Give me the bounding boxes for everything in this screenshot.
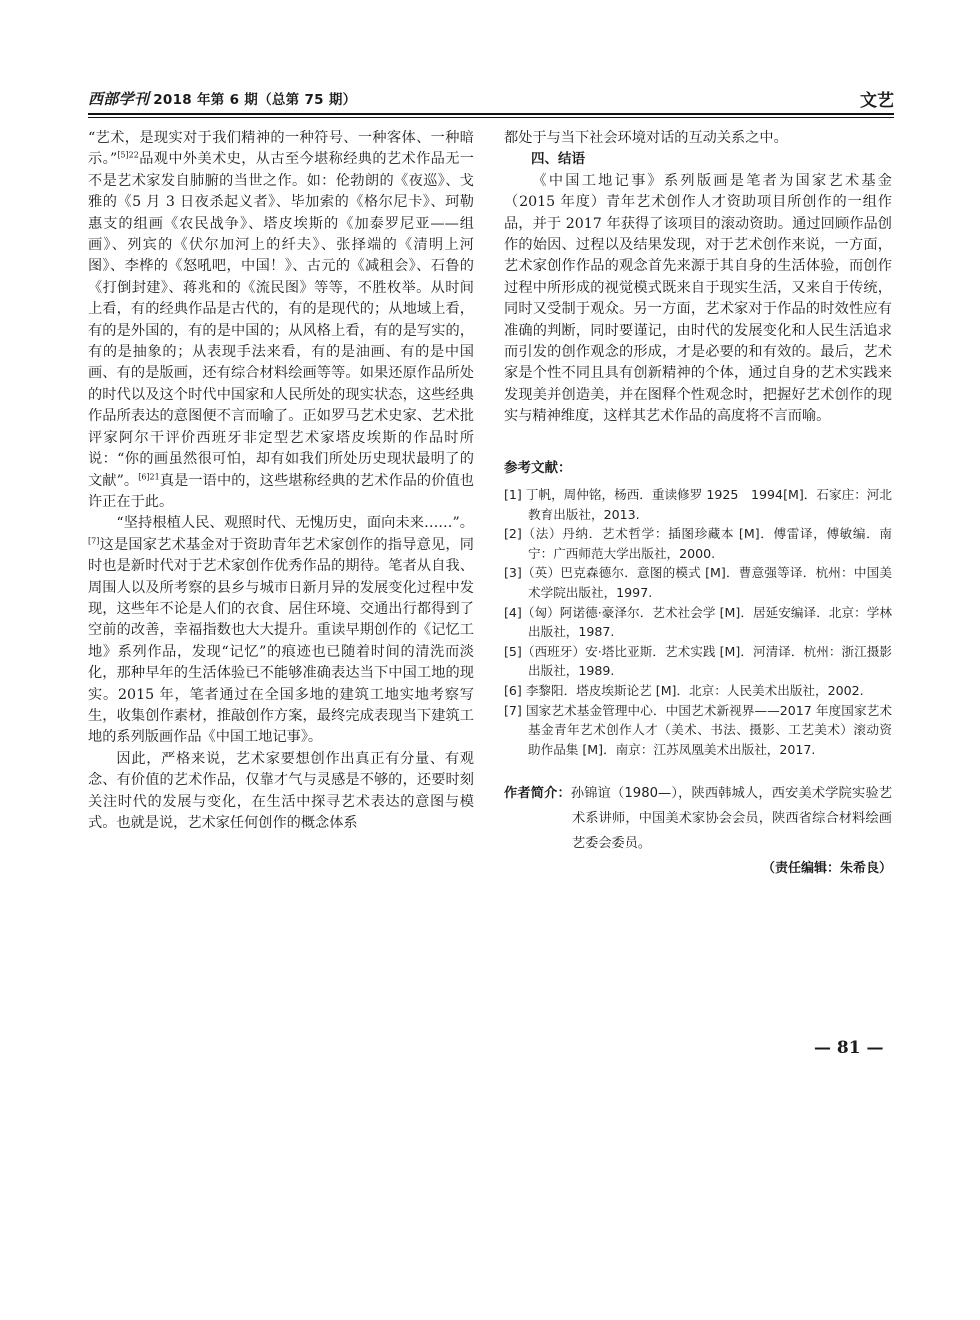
issue-info: 2018 年第 6 期（总第 75 期） [153,92,357,108]
citation-mark: [5]22 [117,150,139,160]
author-bio-label: 作者简介： [504,786,571,802]
header-rule-thick [88,113,894,115]
section-heading: 四、结语 [531,151,585,168]
paragraph-1 [88,128,474,513]
author-bio-text: 孙锦谊（1980—），陕西韩城人，西安美术学院实验艺术系讲师，中国美术家协会会员，陕西省综合材料绘画艺委会委员。 [570,786,893,852]
reference-item: [7] 国家艺术基金管理中心．中国艺术新视界——2017 年度国家艺术基金青年艺术创作人才（美术、书法、摄影、工艺美术）滚动资助作品集 [M]．南京：江苏凤凰美术出版社，2017. [504,702,892,757]
reference-item: [4]（匈）阿诺德·豪泽尔．艺术社会学 [M]．居延安编译．北京：学林出版社，1987. [504,604,892,640]
paragraph-2-text: “坚持根植人民、观照时代、无愧历史，面向未来……”。 [116,515,474,532]
responsible-editor: （责任编辑：朱希良） [761,861,892,877]
header-rule-thin [88,117,894,118]
section-label: 文艺 [860,91,894,111]
journal-name: 西部学刊 [88,90,150,108]
paragraph-continued: 都处于与当下社会环境对话的互动关系之中。 [504,130,788,146]
paragraph-2 [88,513,474,748]
paragraph-1-text: “艺术，是现实对于我们精神的一种符号、一种客体、一种暗示。” [88,130,474,168]
reference-item: [3]（英）巴克森德尔．意图的模式 [M]．曹意强等译．杭州：中国美术学院出版社，1997. [504,565,892,601]
journal-info [88,88,356,109]
page-number: — 81 — [814,1038,884,1058]
reference-item: [6] 李黎阳．塔皮埃斯论艺 [M]．北京：人民美术出版社，2002. [504,683,864,699]
paragraph-1-text-end: 真是一语中的，这些堪称经典的艺术作品的价值也许正在于此。 [88,472,474,510]
paragraph-1-text-cont: 品观中外美术史，从古至今堪称经典的艺术作品无一不是艺术家发自肺腑的当世之作。如：伦勃朗的《夜巡》、戈雅的《5 月 3 日夜杀起义者》、毕加索的《格尔尼卡》、珂勒惠支的组画《农民战争》、塔皮埃斯的《加泰罗尼亚——组画》、列宾的《伏尔加河上的纤夫》、张择端的《清明上河图》、李桦的《怒吼吧，中国！》、古元的《减租会》、石鲁的《打倒封建》、蒋兆和的《流民图》等等，不胜枚举。从时间上看，有的经典作品是古代的，有的是现代的；从地域上看，有的是外国的，有的是中国的；从风格上看，有的是写实的，有的是抽象的；从表现手法来看，有的是油画、有的是中国画、有的是版画，还有综合材料绘画等等。如果还原作品所处的时代以及这个时代中国家和人民所处的现实状态，这些经典作品所表达的意图便不言而喻了。正如罗马艺术史家、艺术批评家阿尔干评价西班牙非定型艺术家塔皮埃斯的作品时所说：“你的画虽然很可怕，却有如我们所处历史现状最明了的文献”。 [88,151,474,489]
author-bio [504,781,892,856]
reference-item: [1] 丁帆，周仲铭，杨西．重读修罗 1925 1994[M]．石家庄：河北教育出版社，2013. [504,487,892,522]
citation-mark: [7] [88,535,100,545]
right-column [504,128,892,880]
conclusion-paragraph: 《中国工地记事》系列版画是笔者为国家艺术基金（2015 年度）青年艺术创作人才资助项目所创作的一组作品，并于 2017 年获得了该项目的滚动资助。通过回顾作品创作的始因、过程以及结果发现，对于艺术创作来说，一方面，艺术家创作作品的观念首先来源于其自身的生活体验，而创作过程中所形成的视觉模式既来自于现实生活，又来自于传统，同时又受制于观众。另一方面，艺术家对于作品的时效性应有准确的判断，同时要谨记，由时代的发展变化和人民生活追求而引发的创作观念的形成，才是必要的和有效的。最后，艺术家是个性不同且具有创新精神的个体，通过自身的艺术实践来发现美并创造美，并在图释个性观念时，把握好艺术创作的现实与精神维度，这样其艺术作品的高度将不言而喻。 [504,172,892,425]
paragraph-3: 因此，严格来说，艺术家要想创作出真正有分量、有观念、有价值的艺术作品，仅靠才气与灵感是不够的，还要时刻关注时代的发展与变化，在生活中探寻艺术表达的意图与模式。也就是说，艺术家任何创作的概念体系 [88,750,474,831]
left-column [88,128,474,834]
citation-mark: [6]21 [138,471,160,481]
reference-item: [5]（西班牙）安·塔比亚斯．艺术实践 [M]．河清译．杭州：浙江摄影出版社，1989. [504,643,892,679]
page-header [88,86,894,110]
reference-item: [2]（法）丹纳．艺术哲学：插图珍藏本 [M]．傅雷译，傅敏编．南宁：广西师范大学出版社，2000. [504,526,892,561]
references-list [504,485,892,759]
paragraph-2-text-cont: 这是国家艺术基金对于资助青年艺术家创作的指导意见，同时也是新时代对于艺术家创作优秀作品的期待。笔者从自我、周围人以及所考察的县乡与城市日新月异的发展变化过程中发现，这些年不论是人们的衣食、居住环境、交通出行都得到了空前的改善，幸福指数也大大提升。重读早期创作的《记忆工地》系列作品，发现“记忆”的痕迹也已随着时间的清洗而淡化，那种早年的生活体验已不能够准确表达当下中国工地的现实。2015 年，笔者通过在全国多地的建筑工地实地考察写生，收集创作素材，推敲创作方案，最终完成表现当下建筑工地的系列版画作品《中国工地记事》。 [88,536,474,746]
references-title: 参考文献： [504,459,572,476]
